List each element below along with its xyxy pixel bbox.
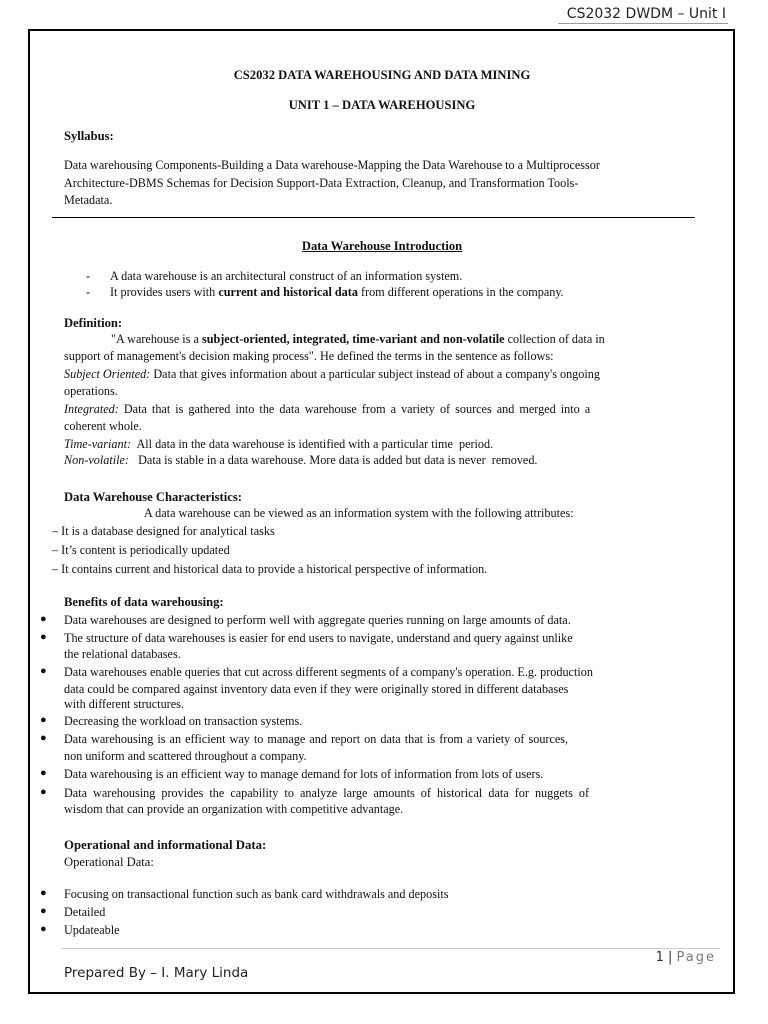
benefit-2a: The structure of data warehouses is easier for end users to navigate, understand and query against unlike [64, 631, 573, 645]
def-l1-pre: "A warehouse is a [111, 332, 202, 346]
bullet-icon: ● [40, 905, 47, 917]
def-l1-post: collection of data in [504, 332, 605, 346]
page-number [656, 950, 716, 965]
footer-rule [62, 948, 720, 949]
course-title: CS2032 DATA WAREHOUSING AND DATA MINING [233, 68, 531, 82]
characteristic-item-2: – It’s content is periodically updated [52, 543, 230, 557]
benefit-2b: the relational databases. [64, 647, 181, 661]
benefit-7a: Data warehousing provides the capability to analyze large amounts of historical data for nuggets of [64, 786, 590, 800]
benefit-3a: Data warehouses enable queries that cut across different segments of a company's operation. E.g. production [64, 665, 593, 679]
bullet-icon: ● [40, 732, 47, 744]
bullet-icon: ● [40, 923, 47, 935]
nonvol-term: Non-volatile: [64, 453, 129, 467]
nonvol-text: Data is stable in a data warehouse. More data is added but data is never removed. [128, 453, 538, 467]
bullet-icon: ● [40, 887, 47, 899]
definition-line-1 [64, 332, 700, 347]
operational-item-1: Focusing on transactional function such as bank card withdrawals and deposits [64, 887, 449, 901]
definition-heading: Definition: [64, 316, 123, 330]
characteristic-item-3: – It contains current and historical data to provide a historical perspective of information. [52, 562, 488, 576]
characteristic-item-1: – It is a database designed for analytical tasks [52, 524, 275, 538]
bullet-icon: ● [40, 613, 47, 625]
syllabus-line-3: Metadata. [64, 193, 113, 207]
syllabus-line-2: Architecture-DBMS Schemas for Decision Support-Data Extraction, Cleanup, and Transformation Tools- [64, 176, 579, 190]
operational-heading: Operational and informational Data: [64, 838, 267, 852]
bullet-icon: ● [40, 665, 47, 677]
integrated-text: Data that is gathered into the data warehouse from a variety of sources and merged into a [118, 402, 591, 416]
characteristics-intro: A data warehouse can be viewed as an information system with the following attributes: [144, 506, 574, 520]
operational-item-3: Updateable [64, 923, 120, 937]
section-divider [52, 217, 695, 218]
benefit-6: Data warehousing is an efficient way to manage demand for lots of information from lots of users. [64, 767, 544, 781]
intro-item-1-text: A data warehouse is an architectural construct of an information system. [110, 269, 463, 283]
subject-oriented-line-2: operations. [64, 384, 118, 398]
time-term: Time-variant: [64, 437, 132, 451]
def-l1-bold: subject-oriented, integrated, time-variant and non-volatile [201, 332, 505, 346]
time-text: All data in the data warehouse is identified with a particular time period. [131, 437, 494, 451]
non-volatile-line [64, 453, 537, 468]
integrated-line [64, 402, 700, 417]
benefit-3c: with different structures. [64, 697, 184, 711]
subject-term: Subject Oriented: [64, 367, 151, 381]
time-variant-line [64, 437, 493, 452]
bullet-icon: ● [40, 786, 47, 798]
bullet-icon: ● [40, 767, 47, 779]
definition-line-2: support of management's decision making process". He defined the terms in the sentence as follows: [64, 349, 554, 363]
page-separator: | [663, 950, 677, 965]
benefit-7b: wisdom that can provide an organization with competitive advantage. [64, 802, 404, 816]
benefit-3b: data could be compared against inventory data even if they were originally stored in different databases [64, 682, 569, 696]
subject-oriented-line [64, 367, 700, 382]
operational-item-2: Detailed [64, 905, 106, 919]
page-number-value: 1 [655, 950, 664, 965]
intro-item-2-post: from different operations in the company. [357, 285, 564, 299]
intro-item-2-pre: It provides users with [110, 285, 219, 299]
intro-item-1 [86, 269, 462, 284]
intro-item-2-bold: current and historical data [218, 285, 358, 299]
bullet-icon: ● [40, 714, 47, 726]
integrated-term: Integrated: [64, 402, 119, 416]
syllabus-line-1: Data warehousing Components-Building a Data warehouse-Mapping the Data Warehouse to a Multiprocessor [64, 158, 600, 172]
syllabus-heading: Syllabus: [64, 129, 114, 143]
benefit-5a: Data warehousing is an efficient way to manage and report on data that is from a variety of sources, [64, 732, 569, 746]
page-word: Page [676, 950, 716, 965]
characteristics-heading: Data Warehouse Characteristics: [64, 490, 242, 504]
dash-marker: - [86, 285, 91, 299]
subject-text: Data that gives information about a particular subject instead of about a company's ongoing [150, 367, 600, 381]
header-rule [558, 23, 728, 24]
benefit-5b: non uniform and scattered throughout a company. [64, 749, 307, 763]
dash-marker: - [86, 269, 91, 283]
unit-title: UNIT 1 – DATA WAREHOUSING [288, 98, 476, 112]
bullet-icon: ● [40, 631, 47, 643]
intro-heading: Data Warehouse Introduction [301, 239, 463, 253]
benefit-4: Decreasing the workload on transaction systems. [64, 714, 303, 728]
integrated-line-2: coherent whole. [64, 419, 142, 433]
running-header: CS2032 DWDM – Unit I [566, 6, 726, 22]
benefit-1: Data warehouses are designed to perform well with aggregate queries running on large amounts of data. [64, 613, 571, 627]
intro-item-2 [86, 285, 564, 300]
prepared-by: Prepared By – I. Mary Linda [64, 965, 249, 981]
benefits-heading: Benefits of data warehousing: [64, 595, 224, 609]
operational-subheading: Operational Data: [64, 855, 154, 869]
